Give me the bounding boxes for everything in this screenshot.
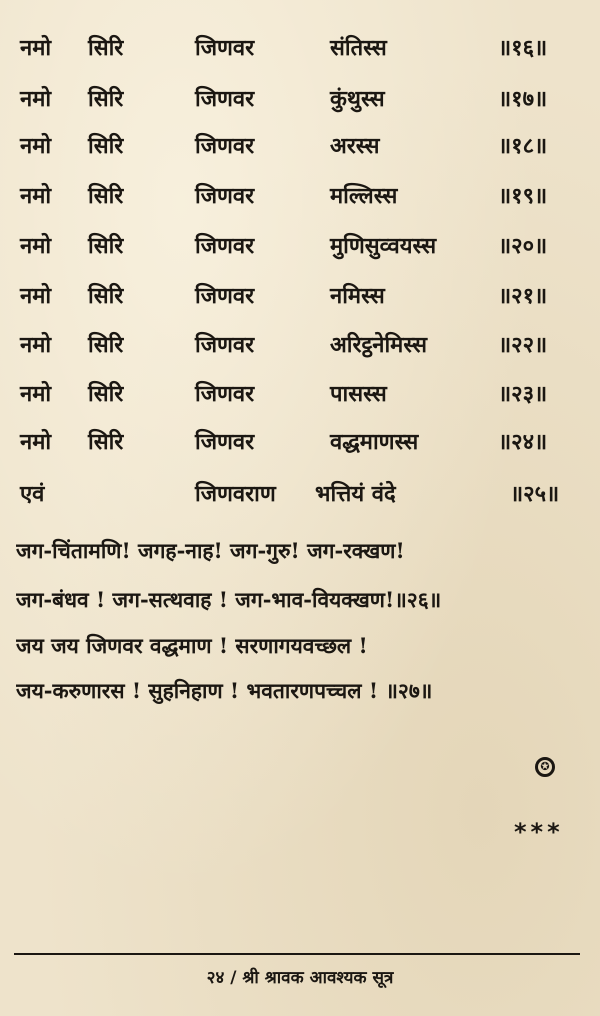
verse-word: एवं <box>20 481 45 507</box>
verse-word: जिणवर <box>195 86 255 112</box>
verse-word: सिरि <box>88 86 124 112</box>
verse-word: जिणवर <box>195 233 255 259</box>
verse-word: सिरि <box>88 332 124 358</box>
verse-number: ॥२५॥ <box>510 481 560 507</box>
verse-name: पासस्स <box>330 381 387 407</box>
verse-line-23 <box>0 374 600 414</box>
verse-number: ॥२०॥ <box>498 233 548 259</box>
verse-word: नमो <box>20 332 52 358</box>
verse-line-25 <box>0 474 600 514</box>
verse-word: नमो <box>20 233 52 259</box>
verse-line-16 <box>0 28 600 68</box>
verse-number: ॥२२॥ <box>498 332 548 358</box>
verse-word: सिरि <box>88 381 124 407</box>
verse-word: नमो <box>20 429 52 455</box>
verse-line-21 <box>0 276 600 316</box>
verse-line-19 <box>0 176 600 216</box>
verse-number: ॥२३॥ <box>498 381 548 407</box>
verse-number: ॥१८॥ <box>498 133 548 159</box>
verse-word: नमो <box>20 283 52 309</box>
verse-word: जिणवर <box>195 133 255 159</box>
star-emblem-icon: ✪ <box>535 757 555 777</box>
verse-phrase: भत्तियं वंदे <box>315 481 396 507</box>
verse-name: मुणिसुव्वयस्स <box>330 233 437 259</box>
verse-word: जिणवर <box>195 35 255 61</box>
verse-name: वद्धमाणस्स <box>330 429 419 455</box>
verse-name: अरस्स <box>330 133 380 159</box>
verse-number: ॥२४॥ <box>498 429 548 455</box>
verse-line-17 <box>0 79 600 119</box>
verse-word: नमो <box>20 35 52 61</box>
verse-word: सिरि <box>88 283 124 309</box>
stanza-line-1: जग-चिंतामणि! जगह-नाह! जग-गुरु! जग-रक्खण! <box>16 538 405 563</box>
verse-word: सिरि <box>88 35 124 61</box>
stanza-line-2: जग-बंधव ! जग-सत्थवाह ! जग-भाव-वियक्खण!॥२६॥ <box>16 587 442 612</box>
verse-word: जिणवर <box>195 183 255 209</box>
verse-line-20 <box>0 226 600 266</box>
page-footer: २४ / श्री श्रावक आवश्यक सूत्र <box>206 968 394 988</box>
verse-number: ॥१९॥ <box>498 183 548 209</box>
verse-word: नमो <box>20 381 52 407</box>
verse-line-18 <box>0 126 600 166</box>
verse-word: जिणवर <box>195 381 255 407</box>
verse-name: नमिस्स <box>330 283 385 309</box>
verse-word: नमो <box>20 133 52 159</box>
verse-word: सिरि <box>88 133 124 159</box>
verse-word: जिणवराण <box>195 481 276 507</box>
section-end-stars: *** <box>514 818 564 846</box>
verse-name: मल्लिस्स <box>330 183 398 209</box>
stanza-line-4: जय-करुणारस ! सुहनिहाण ! भवतारणपच्चल ! ॥२७॥ <box>16 678 433 703</box>
footer-divider <box>14 953 580 955</box>
verse-word: सिरि <box>88 183 124 209</box>
verse-line-22 <box>0 325 600 365</box>
verse-name: कुंथुस्स <box>330 86 385 112</box>
verse-number: ॥१७॥ <box>498 86 548 112</box>
verse-word: सिरि <box>88 429 124 455</box>
verse-word: नमो <box>20 86 52 112</box>
verse-word: जिणवर <box>195 283 255 309</box>
verse-number: ॥१६॥ <box>498 35 548 61</box>
verse-name: संतिस्स <box>330 35 387 61</box>
verse-line-24 <box>0 422 600 462</box>
verse-word: नमो <box>20 183 52 209</box>
verse-word: जिणवर <box>195 332 255 358</box>
stanza-line-3: जय जय जिणवर वद्धमाण ! सरणागयवच्छल ! <box>16 633 368 658</box>
verse-name: अरिट्ठनेमिस्स <box>330 332 427 358</box>
verse-word: सिरि <box>88 233 124 259</box>
verse-word: जिणवर <box>195 429 255 455</box>
verse-number: ॥२१॥ <box>498 283 548 309</box>
